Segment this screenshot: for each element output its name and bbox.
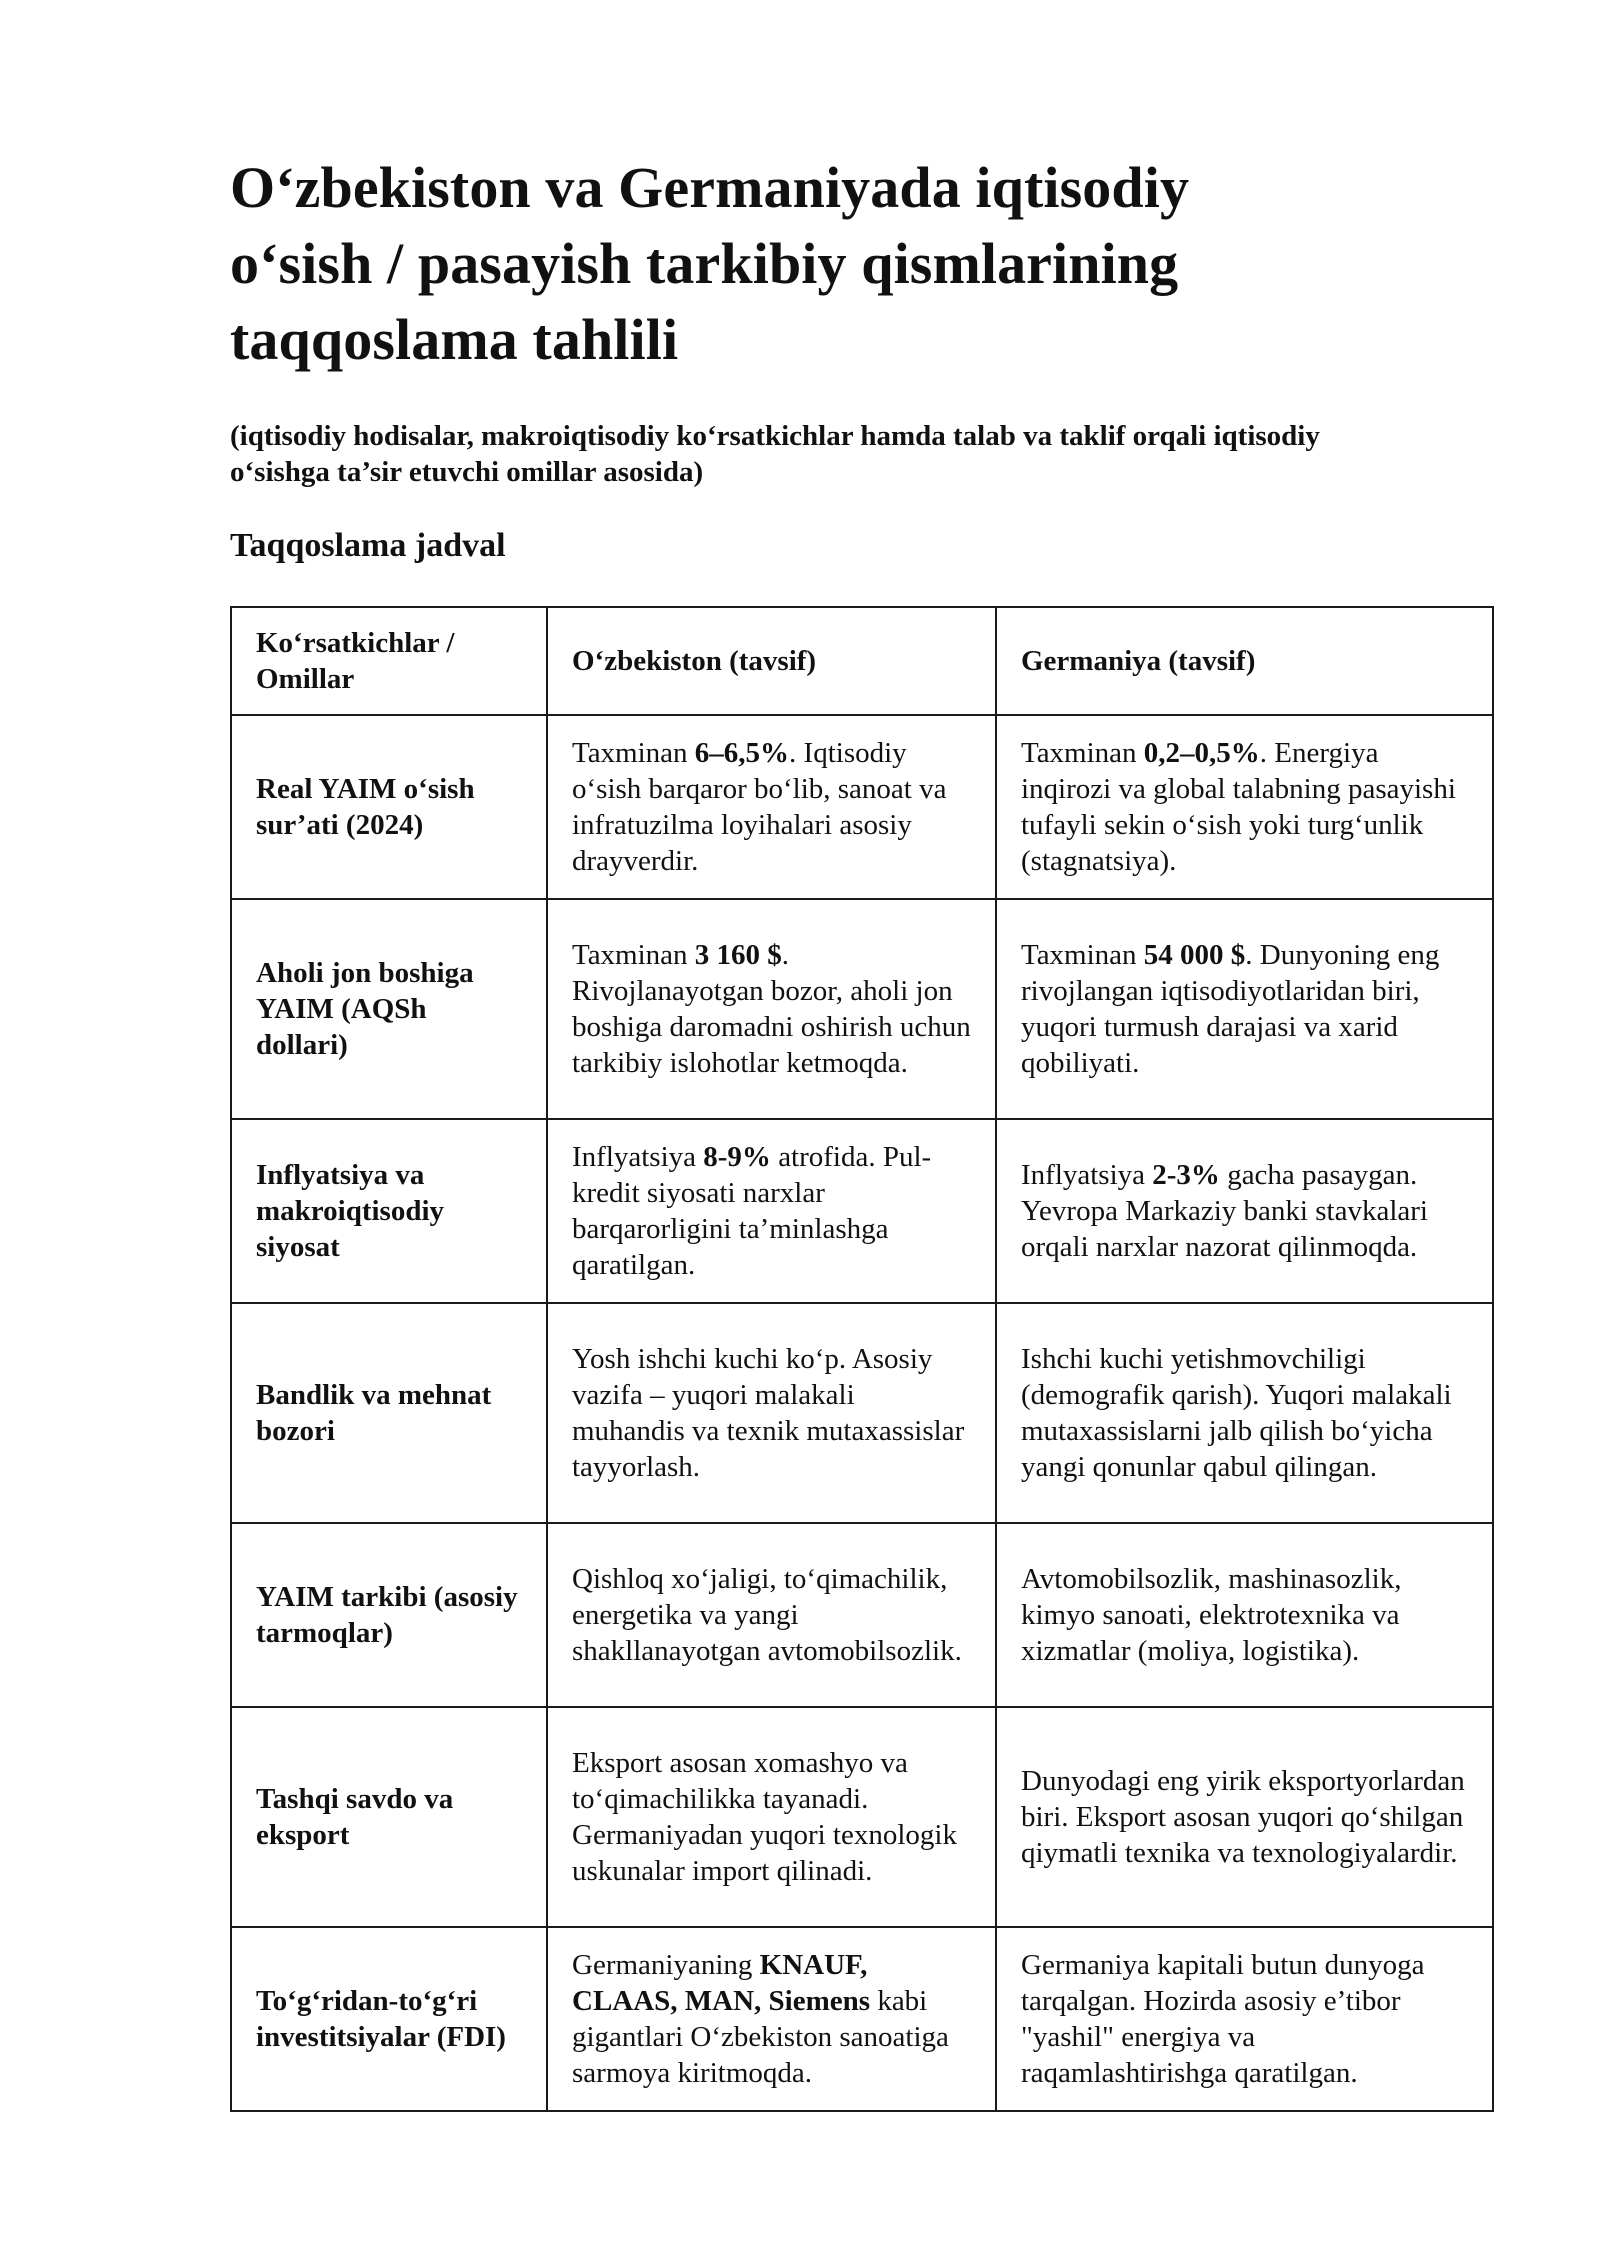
header-germany: Germaniya (tavsif) bbox=[996, 607, 1493, 715]
table-row bbox=[231, 1119, 1493, 1303]
document-page bbox=[230, 150, 1490, 2089]
header-factor: Ko‘rsatkichlar / Omillar bbox=[231, 607, 547, 715]
cell-text: Yosh ishchi kuchi ko‘p. Asosiy vazifa – yuqori malakali muhandis va texnik mutaxassislar tayyorlash. bbox=[572, 1343, 965, 1483]
cell-text: Germaniya kapitali butun dunyoga tarqalgan. Hozirda asosiy e’tibor "yashil" energiya va raqamlashtirishga qaratilgan. bbox=[1021, 1949, 1425, 2089]
cell-text: Ishchi kuchi yetishmovchiligi (demografik qarish). Yuqori malakali mutaxassislarni jalb qilish bo‘yicha yangi qonunlar qabul qilingan. bbox=[1021, 1343, 1452, 1483]
cell-text: Taxminan bbox=[572, 737, 695, 769]
cell-text: Avtomobilsozlik, mashinasozlik, kimyo sanoati, elektrotexnika va xizmatlar (moliya, logistika). bbox=[1021, 1563, 1402, 1667]
uzbekistan-cell bbox=[547, 1523, 996, 1707]
cell-highlight: 6–6,5% bbox=[694, 737, 790, 769]
cell-highlight: 3 160 $ bbox=[694, 939, 782, 971]
table-row bbox=[231, 1303, 1493, 1523]
cell-text: Inflyatsiya bbox=[572, 1141, 704, 1173]
factor-cell: YAIM tarkibi (asosiy tarmoqlar) bbox=[231, 1523, 547, 1707]
uzbekistan-cell bbox=[547, 899, 996, 1119]
title-line-3: taqqoslama tahlili bbox=[230, 307, 679, 372]
factor-cell: To‘g‘ridan-to‘g‘ri investitsiyalar (FDI) bbox=[231, 1927, 547, 2111]
factor-cell: Real YAIM o‘sish sur’ati (2024) bbox=[231, 715, 547, 899]
cell-text: Taxminan bbox=[1021, 939, 1144, 971]
uzbekistan-cell bbox=[547, 1303, 996, 1523]
cell-highlight: KNAUF, CLAAS, MAN, Siemens bbox=[572, 1949, 871, 2017]
cell-text: Germaniyaning bbox=[572, 1949, 760, 1981]
cell-text: kabi gigantlari O‘zbekiston sanoatiga sarmoya kiritmoqda. bbox=[572, 1985, 949, 2089]
cell-highlight: 0,2–0,5% bbox=[1143, 737, 1260, 769]
table-row bbox=[231, 1927, 1493, 2111]
germany-cell bbox=[996, 1303, 1493, 1523]
cell-text: atrofida. Pul-kredit siyosati narxlar barqarorligini ta’minlashga qaratilgan. bbox=[572, 1141, 932, 1281]
factor-cell: Inflyatsiya va makroiqtisodiy siyosat bbox=[231, 1119, 547, 1303]
cell-text: Eksport asosan xomashyo va to‘qimachilikka tayanadi. Germaniyadan yuqori texnologik uskunalar import qilinadi. bbox=[572, 1747, 957, 1887]
factor-cell: Bandlik va mehnat bozori bbox=[231, 1303, 547, 1523]
header-uzbekistan: O‘zbekiston (tavsif) bbox=[547, 607, 996, 715]
table-row bbox=[231, 1523, 1493, 1707]
table-row bbox=[231, 899, 1493, 1119]
uzbekistan-cell bbox=[547, 1707, 996, 1927]
factor-cell: Aholi jon boshiga YAIM (AQSh dollari) bbox=[231, 899, 547, 1119]
table-row bbox=[231, 715, 1493, 899]
document-subtitle bbox=[230, 418, 1490, 490]
section-heading: Taqqoslama jadval bbox=[230, 527, 506, 564]
table-row bbox=[231, 1707, 1493, 1927]
germany-cell bbox=[996, 1927, 1493, 2111]
comparison-table bbox=[230, 606, 1494, 2112]
germany-cell bbox=[996, 1707, 1493, 1927]
cell-text: Dunyodagi eng yirik eksportyorlardan biri. Eksport asosan yuqori qo‘shilgan qiymatli texnika va texnologiyalardir. bbox=[1021, 1765, 1465, 1869]
cell-text: Taxminan bbox=[572, 939, 695, 971]
cell-text: Inflyatsiya bbox=[1021, 1159, 1153, 1191]
cell-text: . Rivojlanayotgan bozor, aholi jon boshiga daromadni oshirish uchun tarkibiy islohotlar ketmoqda. bbox=[572, 939, 971, 1079]
title-line-1: O‘zbekiston va Germaniyada iqtisodiy bbox=[230, 155, 1190, 220]
factor-cell: Tashqi savdo va eksport bbox=[231, 1707, 547, 1927]
cell-highlight: 8-9% bbox=[703, 1141, 771, 1173]
cell-text: Qishloq xo‘jaligi, to‘qimachilik, energetika va yangi shakllanayotgan avtomobilsozlik. bbox=[572, 1563, 962, 1667]
table-header-row bbox=[231, 607, 1493, 715]
title-line-2: o‘sish / pasayish tarkibiy qismlarining bbox=[230, 231, 1179, 296]
germany-cell bbox=[996, 1523, 1493, 1707]
cell-text: . Energiya inqirozi va global talabning pasayishi tufayli sekin o‘sish yoki turg‘unlik (stagnatsiya). bbox=[1021, 737, 1456, 877]
uzbekistan-cell bbox=[547, 715, 996, 899]
cell-highlight: 2-3% bbox=[1152, 1159, 1220, 1191]
germany-cell bbox=[996, 899, 1493, 1119]
document-title bbox=[230, 150, 1490, 378]
uzbekistan-cell bbox=[547, 1119, 996, 1303]
germany-cell bbox=[996, 715, 1493, 899]
cell-text: . Iqtisodiy o‘sish barqaror bo‘lib, sanoat va infratuzilma loyihalari asosiy drayverdir. bbox=[572, 737, 947, 877]
germany-cell bbox=[996, 1119, 1493, 1303]
subtitle-line-2: o‘sishga ta’sir etuvchi omillar asosida) bbox=[230, 456, 704, 488]
cell-text: . Dunyoning eng rivojlangan iqtisodiyotlaridan biri, yuqori turmush darajasi va xarid qobiliyati. bbox=[1021, 939, 1440, 1079]
uzbekistan-cell bbox=[547, 1927, 996, 2111]
cell-text: gacha pasaygan. Yevropa Markaziy banki stavkalari orqali narxlar nazorat qilinmoqda. bbox=[1021, 1159, 1428, 1263]
subtitle-line-1: (iqtisodiy hodisalar, makroiqtisodiy ko‘rsatkichlar hamda talab va taklif orqali iqtisodiy bbox=[230, 420, 1320, 452]
cell-text: Taxminan bbox=[1021, 737, 1144, 769]
cell-highlight: 54 000 $ bbox=[1143, 939, 1246, 971]
